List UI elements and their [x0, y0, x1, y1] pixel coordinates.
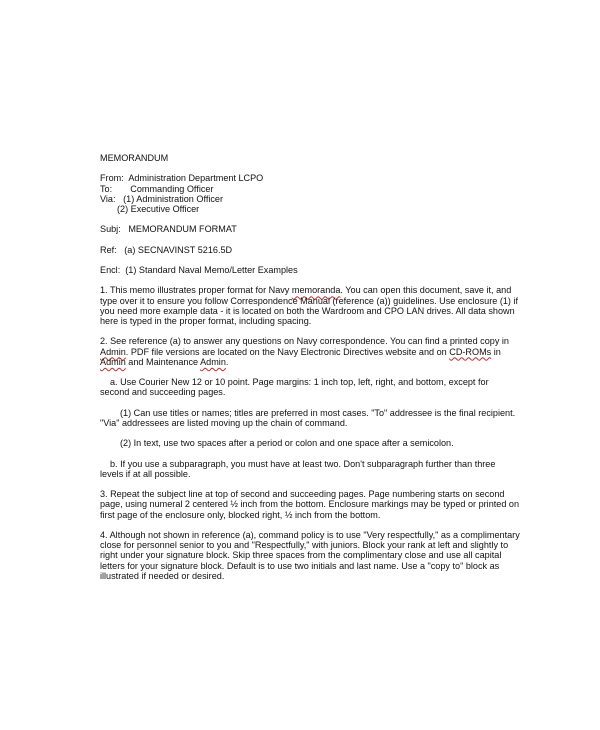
- via-label: Via:: [100, 193, 116, 204]
- para1-line4: here is typed in the proper format, including spacing.: [100, 316, 312, 326]
- memo-heading: MEMORANDUM: [100, 153, 169, 163]
- para2-text: in: [491, 346, 501, 357]
- para1-text: 1. This memo illustrates proper format for Navy: [100, 285, 292, 296]
- para2a1-line1: (1) Can use titles or names; titles are preferred in most cases. "To" addressee is the final recipient.: [120, 407, 516, 418]
- from-line: [100, 173, 504, 183]
- para3-line1: 3. Repeat the subject line at top of second and succeeding pages. Page numbering starts on second: [100, 489, 505, 500]
- from-value: Administration Department LCPO: [128, 173, 264, 184]
- to-label: To:: [100, 183, 113, 194]
- via-line-2: [100, 204, 504, 214]
- to-line: [100, 184, 504, 194]
- from-label: From:: [100, 173, 124, 184]
- to-value: Commanding Officer: [130, 183, 214, 194]
- encl-line: [100, 265, 504, 275]
- para4-line2: close for personnel senior to you and "Respectfully," with juniors. Block your rank at left and slightly to: [100, 540, 509, 551]
- para4-line3: right under your signature block. Skip three spaces from the complimentary close and use all capital: [100, 550, 502, 561]
- para3-line2: page, using numeral 2 centered ½ inch from the bottom. Enclosure markings may be typed or printed on: [100, 499, 520, 510]
- spellcheck-word: memoranda: [291, 285, 341, 296]
- para2-text: .: [225, 356, 229, 367]
- para3-line3: first page of the enclosure only, blocked right, ½ inch from the bottom.: [100, 509, 381, 520]
- spellcheck-word: CD-ROMs: [449, 346, 492, 357]
- para2-text: . PDF file versions are located on the Navy Electronic Directives website and on: [125, 346, 450, 357]
- spellcheck-word: Admin: [200, 356, 226, 367]
- para1-line3: you need more example data - it is located on both the Wardroom and CPO LAN drives. All data shown: [100, 305, 515, 316]
- para2-line1: 2. See reference (a) to answer any questions on Navy correspondence. You can find a printed copy in: [100, 336, 509, 347]
- spellcheck-word: Admin: [100, 356, 126, 367]
- para2a-line1: a. Use Courier New 12 or 10 point. Page margins: 1 inch top, left, right, and bottom, except for: [110, 377, 489, 388]
- ref-label: Ref:: [100, 244, 117, 255]
- para2-line2: [100, 347, 504, 357]
- via-value-2: (2) Executive Officer: [117, 203, 200, 214]
- para1-text: . You can open this document, save it, and: [340, 285, 512, 296]
- para2a1-line2: "Via" addressees are listed moving up the chain of command.: [100, 417, 348, 428]
- encl-value: (1) Standard Naval Memo/Letter Examples: [125, 265, 298, 276]
- encl-label: Encl:: [100, 265, 121, 276]
- memo-body: [100, 153, 520, 581]
- subj-line: [100, 224, 504, 234]
- para2b-line2: levels if at all possible.: [100, 468, 191, 479]
- para2-line3: [100, 357, 504, 367]
- spellcheck-word: Admin: [100, 346, 126, 357]
- para4-line5: illustrated if needed or desired.: [100, 570, 225, 581]
- para1-line1: [100, 285, 512, 296]
- para2b-line1: b. If you use a subparagraph, you must have at least two. Don't subparagraph further than three: [110, 458, 496, 469]
- via-value-1: (1) Administration Officer: [123, 193, 224, 204]
- para2-text: and Maintenance: [125, 356, 201, 367]
- para4-line4: letters for your signature block. Default is to use two initials and last name. Use a "copy to" block as: [100, 560, 500, 571]
- subj-value: MEMORANDUM FORMAT: [128, 224, 237, 235]
- ref-line: [100, 245, 504, 255]
- para1-line2: type over it to ensure you follow Correspondence Manual (reference (a)) guidelines. Use enclosure (1) if: [100, 295, 519, 306]
- via-line-1: [100, 194, 504, 204]
- para4-line1: 4. Although not shown in reference (a), command policy is to use "Very respectfully," as a complimentary: [100, 529, 520, 540]
- para2a2-line1: (2) In text, use two spaces after a period or colon and one space after a semicolon.: [120, 438, 454, 449]
- ref-value: (a) SECNAVINST 5216.5D: [124, 244, 233, 255]
- para2a-line2: second and succeeding pages.: [100, 387, 226, 398]
- subj-label: Subj:: [100, 224, 121, 235]
